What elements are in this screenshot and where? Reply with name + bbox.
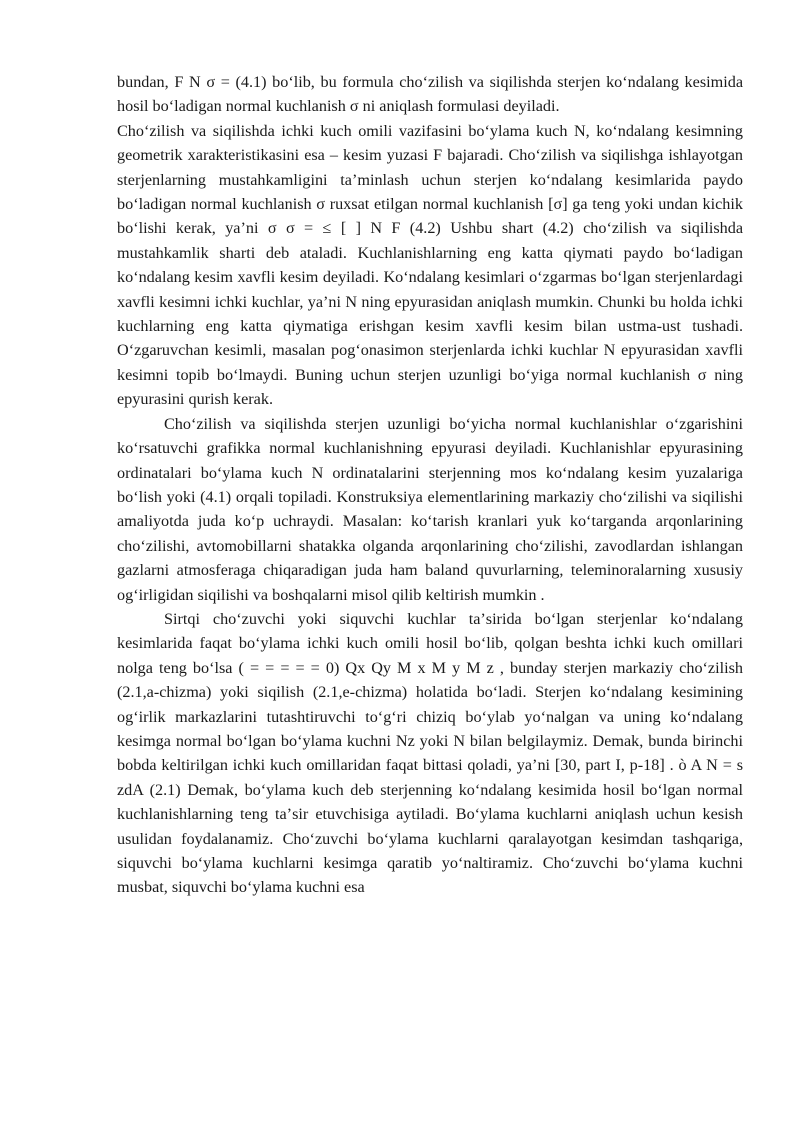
paragraph-formula-4-1: bundan, F N σ = (4.1) boʻlib, bu formula choʻzilish va siqilishda sterjen koʻndalang kesimida hosil boʻladigan normal kuchlanish σ ni aniqlash formulasi deyiladi. — [117, 73, 743, 116]
paragraph-strength-condition: Choʻzilish va siqilishda ichki kuch omili vazifasini boʻylama kuch N, koʻndalang kesimning geometrik xarakteristikasini esa – kesim yuzasi F bajaradi. Choʻzilish va siqilishga ishlayotgan sterjenlarning mustahkamligini taʼminlash uchun sterjen koʻndalang kesimlarida paydo boʻladigan normal kuchlanish σ ruxsat etilgan normal kuchlanish [σ] ga teng yoki undan kichik boʻlishi kerak, yaʼni σ σ = ≤ [ ] N F (4.2) Ushbu shart (4.2) choʻzilish va siqilishda mustahkamlik sharti deb ataladi. Kuchlanishlarning eng katta qiymati paydo boʻladigan koʻndalang kesim xavfli kesim deyiladi. Koʻndalang kesimlari oʻzgarmas boʻlgan sterjenlardagi xavfli kesimni ichki kuchlar, yaʼni N ning epyurasidan aniqlash mumkin. Chunki bu holda ichki kuchlarning eng katta qiymatiga erishgan kesim xavfli kesim bilan ustma-ust tushadi. Oʻzgaruvchan kesimli, masalan pogʻonasimon sterjenlarda ichki kuchlar N epyurasidan xavfli kesimni topib boʻlmaydi. Buning uchun sterjen uzunligi boʻyiga normal kuchlanish σ ning epyurasini qurish kerak. — [117, 121, 743, 409]
paragraph-stress-diagram: Choʻzilish va siqilishda sterjen uzunligi boʻyicha normal kuchlanishlar oʻzgarishini koʻrsatuvchi grafikka normal kuchlanishning epyurasi deyiladi. Kuchlanishlar epyurasining ordinatalari boʻylama kuch N ordinatalarini sterjenning mos koʻndalang kesim yuzalariga boʻlish yoki (4.1) orqali topiladi. Konstruksiya elementlarining markaziy choʻzilishi va siqilishi amaliyotda juda koʻp uchraydi. Masalan: koʻtarish kranlari yuk koʻtarganda arqonlarining choʻzilishi, avtomobillarni shatakka olganda arqonlarining choʻzilishi, zavodlardan ishlangan gazlarni atmosferaga chiqaradigan juda ham baland quvurlarning, teleminoralarning xususiy ogʻirligidan siqilishi va boshqalarni misol qilib keltirish mumkin . — [117, 414, 743, 604]
document-page — [117, 70, 743, 900]
paragraph-axial-force: Sirtqi choʻzuvchi yoki siquvchi kuchlar taʼsirida boʻlgan sterjenlar koʻndalang kesimlarida faqat boʻylama ichki kuch omili hosil boʻlib, qolgan beshta ichki kuch omillari nolga teng boʻlsa ( = = = = = 0) Qx Qy M x M y M z , bunday sterjen markaziy choʻzilish (2.1,a-chizma) yoki siqilish (2.1,e-chizma) holatida boʻladi. Sterjen koʻndalang kesimining ogʻirlik markazlarini tutashtiruvchi toʻgʻri chiziq boʻylab yoʻnalgan va uning koʻndalang kesimga normal boʻlgan boʻylama kuchni Nz yoki N bilan belgilaymiz. Demak, bunda birinchi bobda keltirilgan ichki kuch omillaridan faqat bittasi qoladi, yaʼni [30, part I, p-18] . ò A N = s zdA (2.1) Demak, boʻylama kuch deb sterjenning koʻndalang kesimida hosil boʻlgan normal kuchlanishlarning teng taʼsir etuvchisiga aytiladi. Boʻylama kuchlarni aniqlash uchun kesish usulidan foydalanamiz. Choʻzuvchi boʻylama kuchlarni qaralayotgan kesimdan tashqariga, siquvchi boʻylama kuchlarni kesimga qaratib yoʻnaltiramiz. Choʻzuvchi boʻylama kuchni musbat, siquvchi boʻylama kuchni esa — [117, 609, 743, 897]
